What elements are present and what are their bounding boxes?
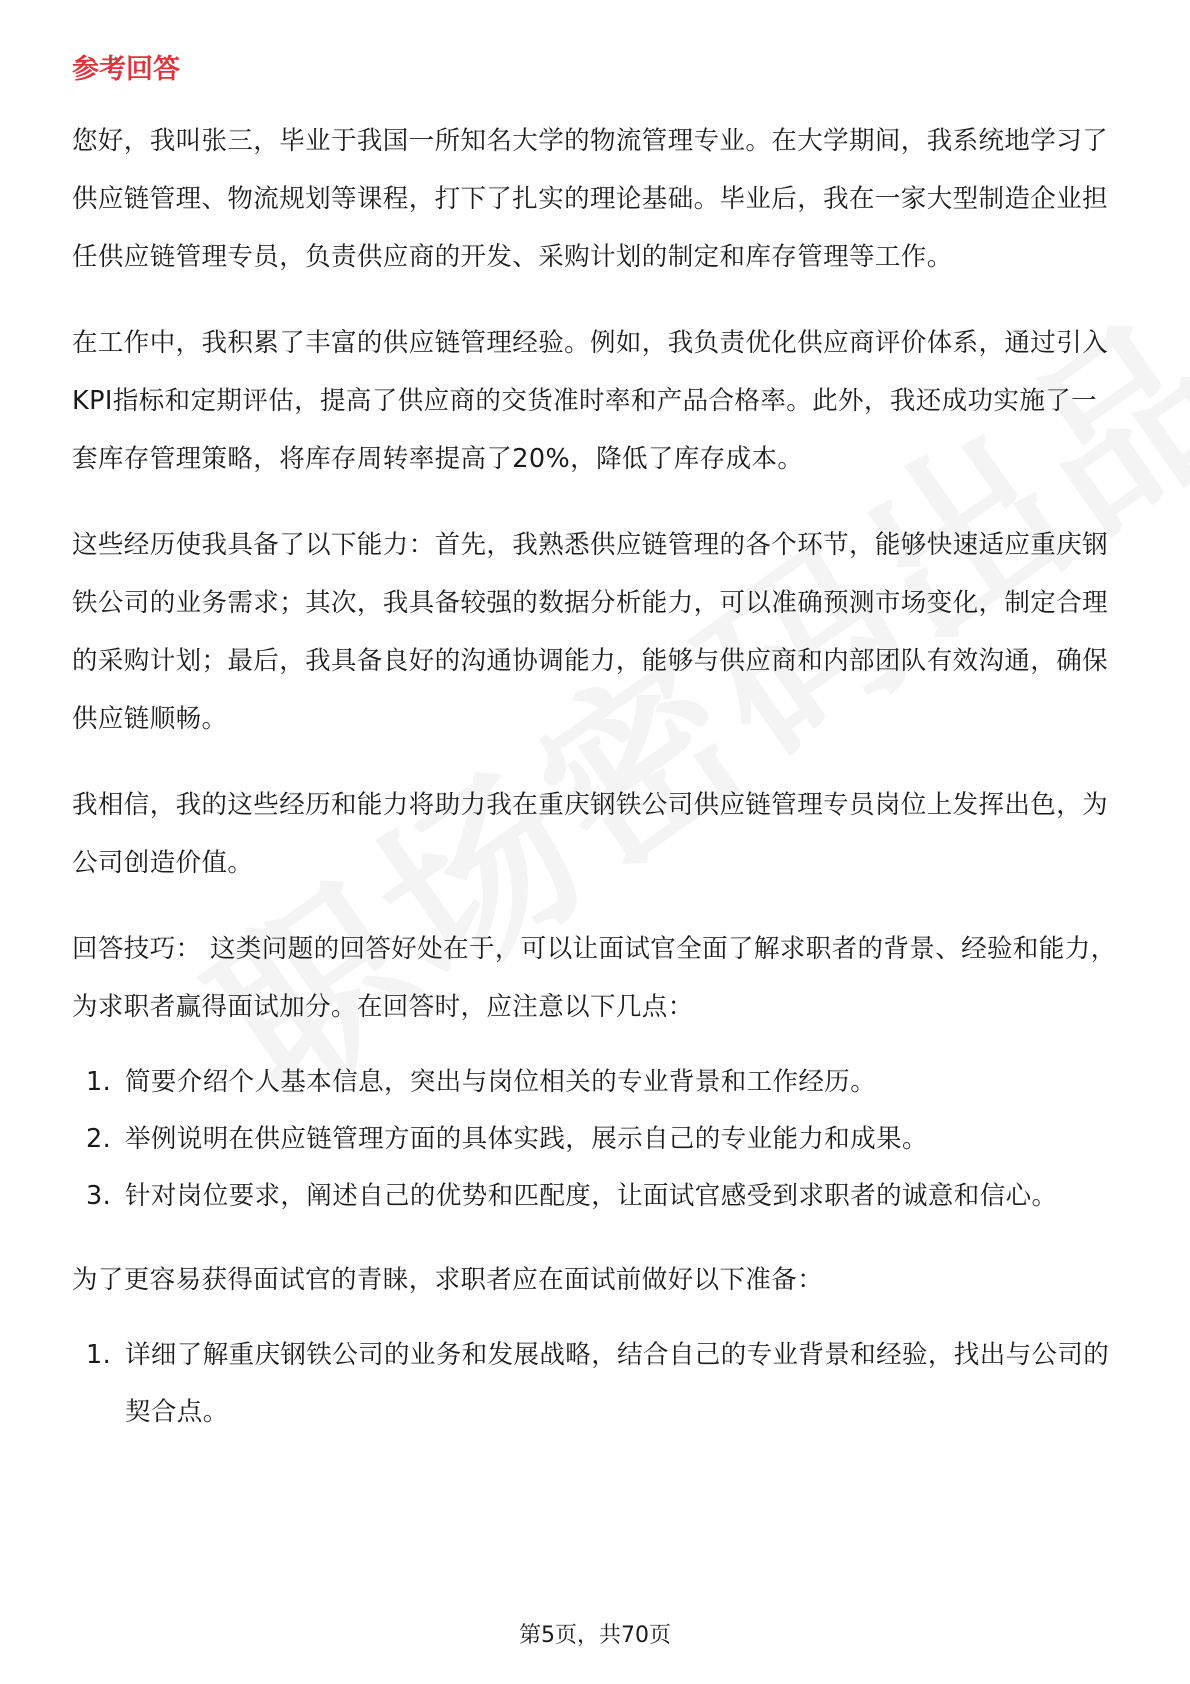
page-content — [72, 50, 1122, 1467]
tips-list — [72, 1054, 1122, 1225]
list-item — [72, 1111, 1122, 1168]
list-text: 针对岗位要求，阐述自己的优势和匹配度，让面试官感受到求职者的诚意和信心。 — [125, 1181, 1058, 1211]
list-number: 2. — [86, 1124, 112, 1154]
paragraph-tips-intro: 回答技巧： 这类问题的回答好处在于，可以让面试官全面了解求职者的背景、经验和能力，为求职者赢得面试加分。在回答时，应注意以下几点： — [72, 934, 1117, 1022]
paragraph-abilities: 这些经历使我具备了以下能力：首先，我熟悉供应链管理的各个环节，能够快速适应重庆钢铁公司的业务需求；其次，我具备较强的数据分析能力，可以准确预测市场变化，制定合理的采购计划；最后，我具备良好的沟通协调能力，能够与供应商和内部团队有效沟通，确保供应链顺畅。 — [72, 530, 1109, 734]
list-text: 简要介绍个人基本信息，突出与岗位相关的专业背景和工作经历。 — [125, 1067, 877, 1097]
list-item — [72, 1327, 1122, 1441]
list-number: 1. — [86, 1340, 112, 1370]
section-heading: 参考回答 — [72, 54, 180, 85]
paragraph-intro: 您好，我叫张三，毕业于我国一所知名大学的物流管理专业。在大学期间，我系统地学习了供应链管理、物流规划等课程，打下了扎实的理论基础。毕业后，我在一家大型制造企业担任供应链管理专员，负责供应商的开发、采购计划的制定和库存管理等工作。 — [72, 126, 1109, 272]
page-footer: 第5页，共70页 — [519, 1623, 671, 1648]
list-text: 举例说明在供应链管理方面的具体实践，展示自己的专业能力和成果。 — [125, 1124, 928, 1154]
list-item — [72, 1168, 1122, 1225]
paragraph-prep-intro: 为了更容易获得面试官的青睐，求职者应在面试前做好以下准备： — [72, 1265, 824, 1295]
list-number: 1. — [86, 1067, 112, 1097]
paragraph-experience: 在工作中，我积累了丰富的供应链管理经验。例如，我负责优化供应商评价体系，通过引入KPI指标和定期评估，提高了供应商的交货准时率和产品合格率。此外，我还成功实施了一套库存管理策略，将库存周转率提高了20%，降低了库存成本。 — [72, 328, 1109, 474]
prep-list — [72, 1327, 1122, 1441]
list-text: 详细了解重庆钢铁公司的业务和发展战略，结合自己的专业背景和经验，找出与公司的契合点。 — [125, 1340, 1110, 1427]
list-item — [72, 1054, 1122, 1111]
list-number: 3. — [86, 1181, 112, 1211]
paragraph-conclusion: 我相信，我的这些经历和能力将助力我在重庆钢铁公司供应链管理专员岗位上发挥出色，为公司创造价值。 — [72, 790, 1109, 878]
